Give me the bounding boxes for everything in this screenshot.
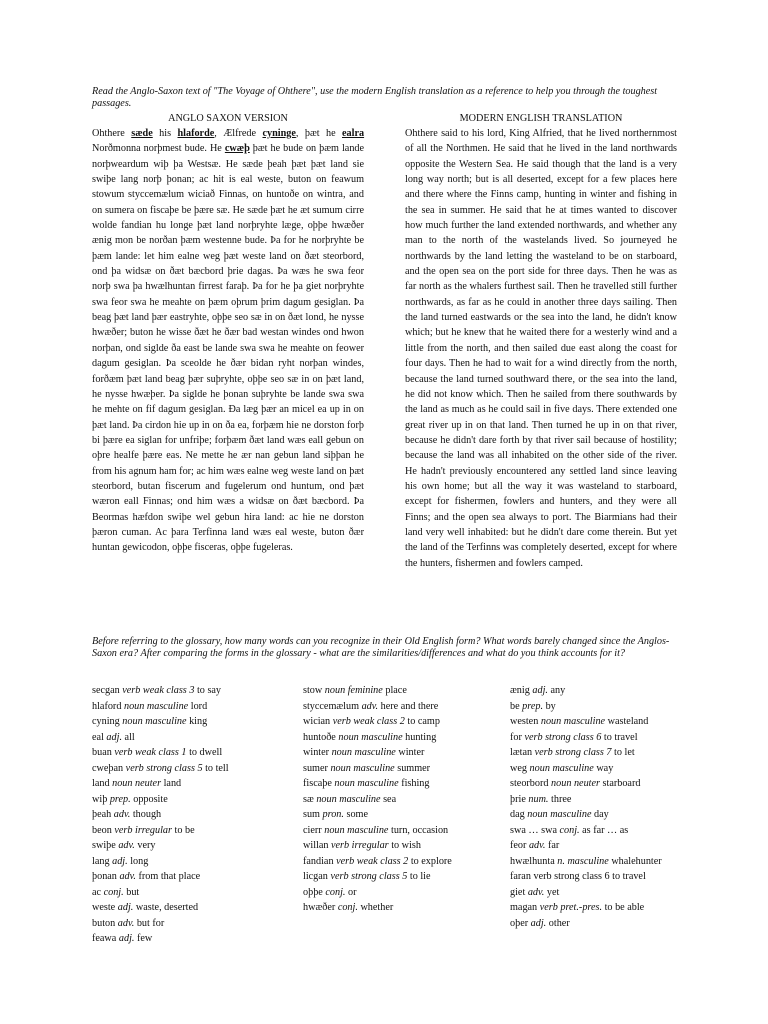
glossary-entry xyxy=(510,854,680,870)
glossary-part-of-speech: verb strong class 5 xyxy=(330,871,408,882)
glossary-entry xyxy=(92,745,282,761)
glossary-meaning: wasteland xyxy=(605,716,649,727)
glossary-entry xyxy=(303,869,475,885)
glossary-part-of-speech: noun masculine xyxy=(316,793,381,805)
glossary-entry xyxy=(510,761,680,777)
glossary-headword: hwæðer xyxy=(303,902,338,913)
glossary-part-of-speech: verb strong class 7 xyxy=(534,747,612,758)
glossary-headword: ænig xyxy=(510,685,533,696)
anglo-saxon-text: Ohthere sæde his hlaforde, Ælfrede cyninge, þæt he ealra Norðmonna norþmest bude. He cwæþ þæt he bude on þæm lande norþweardum wiþ þa Westsæ. He sæde þeah þæt þæt land sie swiþe lang norþ þonan; ac hit is eal weste, buton on feawum stowum styccemælum wiciað Finnas, on huntoðe on wintra, and on sumera on fiscaþe be þære sæ. He sæde þæt he æt sumum cirre wolde fandian hu longe þæt land norþryhte læge, oþþe hwæðer ænig mon be norðan þæm westenne bude. Þa for he norþryhte be þæm lande: let him ealne weg þæt weste land on ðæt steorbord, ond þa widsæ on ðæt bæcbord þrie dagas. Þa wæs he swa feor norþ swa þa hwælhuntan firrest faraþ. Þa for he þa giet norþryhte swa feor swa he meahte on þæm oþrum þrim dagum gesiglan. Þa beag þæt land þær eastryhte, oþþe seo sæ in on ðæt lond, he nysse hwæðer; buton he wisse ðæt he ðær bad westan windes ond hwon norþan, ond siglde ða east be lande swa swa he meahte on feower dagum gesiglan. Þa sceolde he ðær bidan ryht norþan windes, forðæm þæt land beag þær suþryhte, oþþe seo sæ in on þæt land, he nysse hwæþer. Þa siglde he þonan suþryhte be lande swa swa he mehte on fif dagum gesiglan. Ða læg þær an micel ea up in on þæt land. Þa cirdon hie up in on ða ea, forþæm hie ne dorston forþ bi þære ea siglan for unfriþe; forþæm ðæt land wæs eall gebun on oþre healfe þære eas. Ne mette he ær nan gebun land siþþan he from his agnum ham for; ac him wæs ealne weg weste land on þæt steorbord, butan fiscerum and fugelerum ond huntum, ond þæt wæron eall Finnas; ond him wæs a widsæ on ðæt bæcbord. Þa Beormas hæfdon swiþe wel gebun hira land: ac hie ne dorston þæron cuman. Ac þara Terfinna land wæs eal weste, buton ðær huntan gewicodon, oþþe fisceras, oþþe fugeleras. xyxy=(92,128,365,554)
glossary-headword: be xyxy=(510,700,523,712)
glossary-headword: feor xyxy=(510,840,529,851)
glossary-headword: sumer xyxy=(303,762,331,774)
glossary-entry xyxy=(92,714,282,730)
glossary-headword: dag xyxy=(510,809,528,820)
glossary-headword: fandian xyxy=(303,855,337,867)
glossary-headword: hlaford xyxy=(92,700,124,712)
glossary-column-1 xyxy=(92,683,282,947)
glossary-entry xyxy=(92,823,282,839)
glossary-part-of-speech: noun masculine xyxy=(540,716,606,727)
glossary-headword: lang xyxy=(92,855,113,867)
glossary-meaning: few xyxy=(134,933,153,944)
glossary-meaning: to travel xyxy=(601,731,638,743)
glossary-meaning: to wish xyxy=(388,840,421,851)
glossary-entry xyxy=(92,761,282,777)
glossary-entry xyxy=(92,730,282,746)
glossary-headword: beon xyxy=(92,824,115,836)
glossary-meaning: way xyxy=(593,762,614,774)
glossary-headword: fiscaþe xyxy=(303,778,335,789)
glossary-entry xyxy=(303,792,475,808)
glossary-part-of-speech: conj. xyxy=(325,886,346,898)
glossary-part-of-speech: verb strong class 6 xyxy=(524,731,602,743)
glossary-entry xyxy=(510,792,680,808)
glossary-meaning: from that place xyxy=(135,871,201,882)
glossary-part-of-speech: noun feminine xyxy=(324,685,383,696)
glossary-meaning: by xyxy=(543,700,556,712)
glossary-headword: buan xyxy=(92,747,115,758)
glossary-part-of-speech: adj. xyxy=(118,933,135,944)
glossary-part-of-speech: adv. xyxy=(119,871,136,882)
glossary-entry xyxy=(303,854,475,870)
glossary-part-of-speech: adj. xyxy=(530,917,547,929)
glossary-headword: feawa xyxy=(92,933,119,944)
glossary-headword: oþer xyxy=(510,917,531,929)
glossary-part-of-speech: verb weak class 3 xyxy=(122,685,195,696)
modern-english-heading: MODERN ENGLISH TRANSLATION xyxy=(459,113,623,124)
glossary-entry xyxy=(510,807,680,823)
glossary-meaning: to camp xyxy=(404,716,440,727)
glossary-headword: cweþan xyxy=(92,762,126,774)
glossary-part-of-speech: noun masculine xyxy=(338,731,403,743)
glossary-entry xyxy=(510,745,680,761)
glossary-meaning: other xyxy=(546,917,570,929)
glossary-part-of-speech: verb irregular xyxy=(114,824,172,836)
modern-english-text: Ohthere said to his lord, King Alfried, that he lived northernmost of all the Northmen. He said that he lived in the land northwards opposite the Western Sea. He said though that the land is a very long way north; but is all deserted, except for a few places here and there where the Finns camp, hunting in winter and fishing in the sea in summer. He said that he at times wanted to discover how much further the land extended northwards, and whether any man to the north of the wastelands lived. So journeyed he northwards by the land letting the wasteland to be on starboard, and the open sea on the port side for three days. Then he was as far north as the whalers furthest sail. Then he travelled still further northwards, as far as he could in another three days sailing. Then the land turned eastwards or the sea into the land, he didn't know which; but he knew that he waited there for a westerly wind and a little from the north, and then sailed due east along the coast for four days. Then he had to wait for a wind directly from the north, because the land turned southward there, or the sea into the land, he did not know which. Then he sailed from there southwards by the land as much as he could sail in five days. There extended one great river up in on that land. Then turned he up in on that river, because he didn't dare forth by that river sail because of hostility; because the land was all inhabited on the other side of the river. He hadn't previously encountered any settled land since leaving his own home; but all the way it was wasteland to starboard, except for fishermen, fowlers and hunters, and they were all Finns; and the open sea always to port. The Biarmians had their land very well inhabited: but he didn't dare come therein. But yet the land of the Terfinns was completely deserted, except for where the hunters, fishermen and fowlers camped. xyxy=(405,128,677,569)
glossary-part-of-speech: verb pret.-pres. xyxy=(539,902,603,913)
glossary-meaning: to be able xyxy=(602,902,645,913)
glossary-entry xyxy=(92,807,282,823)
glossary-meaning: any xyxy=(547,685,566,696)
glossary-meaning: three xyxy=(548,793,572,805)
glossary-part-of-speech: verb irregular xyxy=(331,840,389,851)
glossary-meaning: place xyxy=(382,685,407,696)
glossary-entry xyxy=(92,699,282,715)
glossary-meaning: far xyxy=(545,840,560,851)
glossary-headword: giet xyxy=(510,886,528,898)
glossary-headword: sæ xyxy=(303,793,317,805)
glossary-meaning: to lie xyxy=(407,871,431,882)
glossary-entry xyxy=(303,838,475,854)
glossary-headword: willan xyxy=(303,840,332,851)
glossary-entry xyxy=(92,792,282,808)
glossary-part-of-speech: adj. xyxy=(117,902,134,913)
glossary-column-3 xyxy=(510,683,680,931)
glossary-entry xyxy=(510,885,680,901)
glossary-entry xyxy=(92,683,282,699)
glossary-headword: hwælhunta xyxy=(510,855,558,867)
glossary-part-of-speech: prep. xyxy=(109,793,131,805)
glossary-entry xyxy=(303,761,475,777)
glossary-meaning: summer xyxy=(394,762,431,774)
glossary-meaning: lord xyxy=(188,700,208,712)
glossary-part-of-speech: noun masculine xyxy=(324,824,389,836)
glossary-part-of-speech: noun masculine xyxy=(122,716,187,727)
glossary-entry xyxy=(92,916,282,932)
glossary-entry xyxy=(92,885,282,901)
glossary-entry xyxy=(303,885,475,901)
glossary-meaning: or xyxy=(345,886,357,898)
glossary-part-of-speech: noun masculine xyxy=(529,762,594,774)
glossary-part-of-speech: verb weak class 2 xyxy=(336,855,409,867)
glossary-meaning: day xyxy=(591,809,609,820)
glossary-headword: swiþe xyxy=(92,840,119,851)
discussion-question: Before referring to the glossary, how many words can you recognize in their Old English form? What words barely changed since the Anglos-Saxon era? After comparing the forms in the glossary - what are the similarities/differences and what do you think accounts for it? xyxy=(92,636,670,660)
glossary-meaning: whether xyxy=(357,902,394,913)
glossary-entry xyxy=(92,776,282,792)
glossary-part-of-speech: noun masculine xyxy=(527,809,592,820)
glossary-meaning: yet xyxy=(544,886,560,898)
glossary-headword: magan xyxy=(510,902,540,913)
glossary-entry xyxy=(303,900,475,916)
glossary-part-of-speech: verb weak class 1 xyxy=(114,747,187,758)
glossary-headword: secgan xyxy=(92,685,123,696)
glossary-part-of-speech: adv. xyxy=(118,840,135,851)
glossary-meaning: opposite xyxy=(130,793,168,805)
glossary-part-of-speech: verb strong class 5 xyxy=(125,762,203,774)
glossary-headword: winter xyxy=(303,747,332,758)
glossary-headword: weste xyxy=(92,902,118,913)
glossary-headword: þrie xyxy=(510,793,529,805)
glossary-meaning: though xyxy=(130,809,162,820)
glossary-headword: þeah xyxy=(92,809,114,820)
glossary-column-2 xyxy=(303,683,475,916)
glossary-entry xyxy=(510,699,680,715)
glossary-headword: licgan xyxy=(303,871,331,882)
glossary-meaning: king xyxy=(186,716,208,727)
glossary-entry xyxy=(510,838,680,854)
glossary-entry xyxy=(303,823,475,839)
glossary-entry xyxy=(303,730,475,746)
glossary-meaning: sea xyxy=(380,793,397,805)
glossary-meaning: some xyxy=(343,809,369,820)
glossary-part-of-speech: adv. xyxy=(361,700,379,712)
glossary-entry xyxy=(303,699,475,715)
glossary-headword: sum xyxy=(303,809,323,820)
glossary-entry xyxy=(92,869,282,885)
glossary-part-of-speech: noun masculine xyxy=(334,778,399,789)
glossary-meaning: to tell xyxy=(202,762,229,774)
glossary-part-of-speech: noun masculine xyxy=(331,747,396,758)
glossary-headword: eal xyxy=(92,731,107,743)
glossary-headword: wiþ xyxy=(92,793,110,805)
glossary-entry xyxy=(92,838,282,854)
glossary-entry xyxy=(510,869,680,885)
glossary-headword: styccemælum xyxy=(303,700,362,712)
glossary-headword: cyning xyxy=(92,716,123,727)
glossary-part-of-speech: n. masculine xyxy=(557,855,609,867)
glossary-entry xyxy=(92,900,282,916)
glossary-part-of-speech: noun masculine xyxy=(123,700,189,712)
glossary-meaning: but xyxy=(123,886,140,898)
glossary-headword: cierr xyxy=(303,824,325,836)
glossary-entry xyxy=(303,714,475,730)
glossary-meaning: as far … as xyxy=(579,824,629,836)
glossary-entry xyxy=(510,776,680,792)
glossary-part-of-speech: conj. xyxy=(559,824,580,836)
glossary-meaning: waste, deserted xyxy=(133,902,199,913)
glossary-meaning: to be xyxy=(172,824,195,836)
glossary-meaning: turn, occasion xyxy=(388,824,449,836)
glossary-part-of-speech: noun neuter xyxy=(112,778,162,789)
glossary-part-of-speech: adv. xyxy=(113,809,131,820)
glossary-entry xyxy=(92,854,282,870)
glossary-part-of-speech: noun neuter xyxy=(551,778,600,789)
glossary-entry xyxy=(303,807,475,823)
glossary-meaning: to say xyxy=(194,685,222,696)
glossary-entry xyxy=(510,823,680,839)
glossary-meaning: long xyxy=(127,855,149,867)
anglo-saxon-heading: ANGLO SAXON VERSION xyxy=(168,113,288,124)
glossary-meaning: fishing xyxy=(398,778,430,789)
glossary-headword: land xyxy=(92,778,113,789)
glossary-part-of-speech: conj. xyxy=(337,902,358,913)
glossary-meaning: but for xyxy=(134,917,165,929)
glossary-entry xyxy=(303,745,475,761)
glossary-headword: lætan xyxy=(510,747,535,758)
glossary-part-of-speech: conj. xyxy=(103,886,124,898)
glossary-part-of-speech: verb weak class 2 xyxy=(332,716,405,727)
glossary-headword: faran verb strong class 6 to travel xyxy=(510,871,646,882)
glossary-entry xyxy=(303,776,475,792)
glossary-part-of-speech: noun masculine xyxy=(330,762,395,774)
glossary-part-of-speech: num. xyxy=(528,793,549,805)
instructions: Read the Anglo-Saxon text of "The Voyage of Ohthere", use the modern English translation as a reference to help you through the toughest passages. xyxy=(92,86,658,109)
glossary-headword: wician xyxy=(303,716,333,727)
glossary-headword: weg xyxy=(510,762,530,774)
glossary-part-of-speech: adv. xyxy=(528,840,546,851)
glossary-part-of-speech: adv. xyxy=(527,886,545,898)
glossary-meaning: starboard xyxy=(599,778,641,789)
glossary-meaning: to dwell xyxy=(186,747,223,758)
glossary-entry xyxy=(303,683,475,699)
glossary-headword: westen xyxy=(510,716,541,727)
glossary-headword: stow xyxy=(303,685,325,696)
glossary-meaning: here and there xyxy=(378,700,439,712)
glossary-meaning: very xyxy=(134,840,156,851)
glossary-meaning: to let xyxy=(611,747,635,758)
glossary-entry xyxy=(92,931,282,947)
glossary-entry xyxy=(510,916,680,932)
glossary-meaning: all xyxy=(122,731,135,743)
glossary-headword: for xyxy=(510,731,525,743)
glossary-part-of-speech: adj. xyxy=(112,855,128,867)
glossary-headword: huntoðe xyxy=(303,731,339,743)
glossary-meaning: hunting xyxy=(402,731,437,743)
glossary-entry xyxy=(510,730,680,746)
glossary-entry xyxy=(510,714,680,730)
glossary-meaning: whalehunter xyxy=(608,855,662,867)
glossary-meaning: to explore xyxy=(408,855,452,867)
glossary-part-of-speech: prep. xyxy=(522,700,544,712)
glossary-headword: buton xyxy=(92,917,118,929)
glossary-meaning: winter xyxy=(395,747,425,758)
glossary-part-of-speech: adj. xyxy=(532,685,548,696)
glossary-headword: steorbord xyxy=(510,778,552,789)
glossary-meaning: land xyxy=(161,778,182,789)
glossary-part-of-speech: pron. xyxy=(322,809,344,820)
glossary-part-of-speech: adv. xyxy=(117,917,135,929)
glossary-headword: swa … swa xyxy=(510,824,560,836)
glossary-entry xyxy=(510,900,680,916)
glossary-entry xyxy=(510,683,680,699)
glossary-part-of-speech: adj. xyxy=(106,731,122,743)
glossary-headword: oþþe xyxy=(303,886,326,898)
glossary-headword: þonan xyxy=(92,871,120,882)
glossary-headword: ac xyxy=(92,886,104,898)
